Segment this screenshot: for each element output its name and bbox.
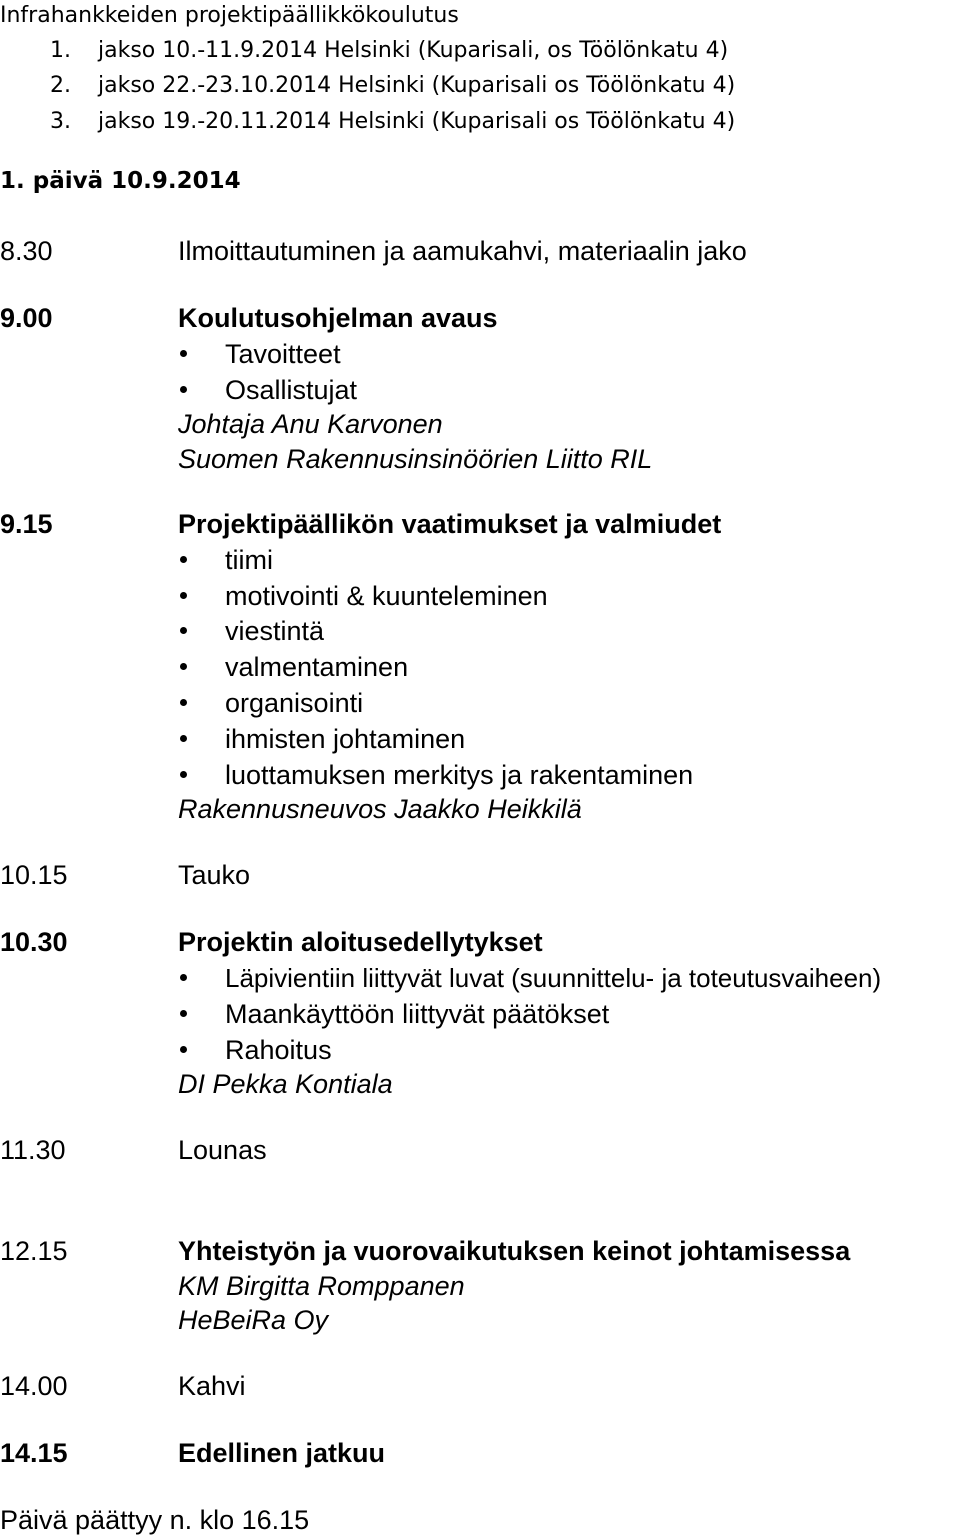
bullet-icon	[180, 1046, 187, 1053]
bullet-icon	[180, 663, 187, 670]
agenda-bullet: Läpivientiin liittyvät luvat (suunnittelu- ja toteutusvaiheen)	[225, 963, 882, 993]
agenda-title: Tauko	[178, 860, 251, 890]
speaker-name: Rakennusneuvos Jaakko Heikkilä	[178, 794, 582, 824]
agenda-time: 11.30	[0, 1135, 66, 1165]
bullet-icon	[180, 1010, 187, 1017]
document-title: Infrahankkeiden projektipäällikkökoulutus	[0, 3, 459, 28]
bullet-icon	[180, 592, 187, 599]
session-text: jakso 22.-23.10.2014 Helsinki (Kuparisali os Töölönkatu 4)	[98, 73, 736, 98]
agenda-bullet: motivointi & kuunteleminen	[225, 581, 548, 611]
bullet-icon	[180, 735, 187, 742]
agenda-bullet: tiimi	[225, 545, 273, 575]
session-number: 2.	[50, 73, 71, 98]
session-number: 1.	[50, 38, 71, 63]
speaker-name: KM Birgitta Romppanen	[178, 1271, 465, 1301]
agenda-title: Ilmoittautuminen ja aamukahvi, materiaalin jako	[178, 236, 747, 266]
agenda-time: 9.00	[0, 303, 53, 333]
day-heading: 1. päivä 10.9.2014	[0, 168, 241, 194]
agenda-bullet: Osallistujat	[225, 375, 358, 405]
agenda-title: Lounas	[178, 1135, 267, 1165]
agenda-bullet: Maankäyttöön liittyvät päätökset	[225, 999, 610, 1029]
agenda-bullet: ihmisten johtaminen	[225, 724, 466, 754]
agenda-bullet: valmentaminen	[225, 652, 409, 682]
agenda-time: 8.30	[0, 236, 53, 266]
bullet-icon	[180, 699, 187, 706]
bullet-icon	[180, 974, 187, 981]
agenda-bullet: viestintä	[225, 616, 325, 646]
session-text: jakso 19.-20.11.2014 Helsinki (Kuparisali os Töölönkatu 4)	[98, 109, 736, 134]
bullet-icon	[180, 386, 187, 393]
agenda-title: Kahvi	[178, 1371, 246, 1401]
agenda-bullet: organisointi	[225, 688, 364, 718]
agenda-bullet: Rahoitus	[225, 1035, 332, 1065]
bullet-icon	[180, 556, 187, 563]
speaker-org: HeBeiRa Oy	[178, 1305, 329, 1335]
agenda-title: Yhteistyön ja vuorovaikutuksen keinot johtamisessa	[178, 1236, 851, 1266]
agenda-time: 10.15	[0, 860, 68, 890]
agenda-title: Projektipäällikön vaatimukset ja valmiudet	[178, 509, 722, 539]
bullet-icon	[180, 771, 187, 778]
agenda-title: Edellinen jatkuu	[178, 1438, 386, 1468]
agenda-time: 9.15	[0, 509, 53, 539]
agenda-time: 10.30	[0, 927, 68, 957]
agenda-bullet: luottamuksen merkitys ja rakentaminen	[225, 760, 694, 790]
session-text: jakso 10.-11.9.2014 Helsinki (Kuparisali, os Töölönkatu 4)	[98, 38, 729, 63]
agenda-bullet: Tavoitteet	[225, 339, 341, 369]
speaker-name: Johtaja Anu Karvonen	[178, 409, 443, 439]
agenda-title: Koulutusohjelman avaus	[178, 303, 498, 333]
agenda-time: 14.00	[0, 1371, 68, 1401]
agenda-time: 14.15	[0, 1438, 68, 1468]
day-end-note: Päivä päättyy n. klo 16.15	[0, 1505, 310, 1535]
session-number: 3.	[50, 109, 71, 134]
speaker-name: DI Pekka Kontiala	[178, 1069, 393, 1099]
bullet-icon	[180, 627, 187, 634]
agenda-title: Projektin aloitusedellytykset	[178, 927, 543, 957]
bullet-icon	[180, 350, 187, 357]
speaker-org: Suomen Rakennusinsinöörien Liitto RIL	[178, 444, 653, 474]
agenda-time: 12.15	[0, 1236, 68, 1266]
